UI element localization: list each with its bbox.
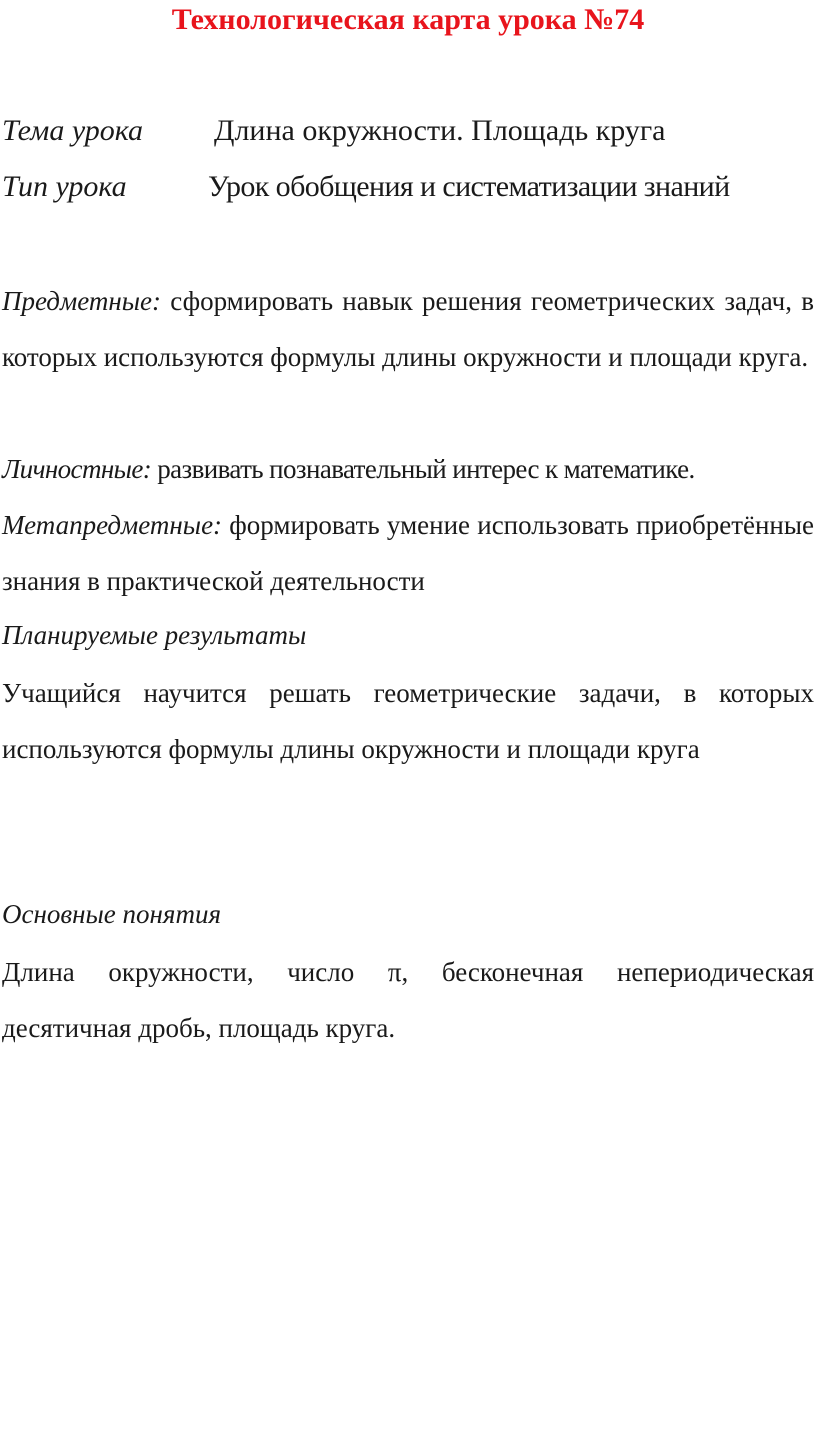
meta-goal-label: Метапредметные: (2, 510, 223, 540)
meta-goal-text: формировать умение использовать приобретённые знания в практической деятельности (2, 510, 815, 596)
personal-goal-label: Личностные: (2, 454, 152, 484)
document-title: Технологическая карта урока №74 (171, 3, 645, 36)
lesson-type-label: Тип урока (2, 170, 127, 203)
personal-goal-text: развивать познавательный интерес к математике. (157, 454, 695, 484)
lesson-type-row (2, 169, 730, 205)
meta-goal-paragraph (2, 497, 814, 609)
planned-results-text: Учащийся научится решать геометрические задачи, в которых используются формулы длины окружности и площади круга (2, 678, 814, 764)
subject-goal-label: Предметные: (2, 286, 161, 316)
subject-goal-paragraph (2, 273, 814, 385)
key-concepts-heading: Основные понятия (2, 899, 222, 929)
personal-goal-paragraph (2, 441, 814, 497)
topic-row (2, 113, 666, 149)
topic-value: Длина окружности. Площадь круга (214, 114, 666, 147)
subject-goal-text: сформировать навык решения геометрических задач, в которых используются формулы длины окружности и площади круга. (2, 286, 814, 372)
lesson-type-value: Урок обобщения и систематизации знаний (208, 170, 730, 203)
key-concepts-text: Длина окружности, число π, бесконечная непериодическая десятичная дробь, площадь круга. (2, 957, 814, 1043)
topic-label: Тема урока (2, 114, 144, 147)
planned-results-heading: Планируемые результаты (2, 620, 307, 650)
